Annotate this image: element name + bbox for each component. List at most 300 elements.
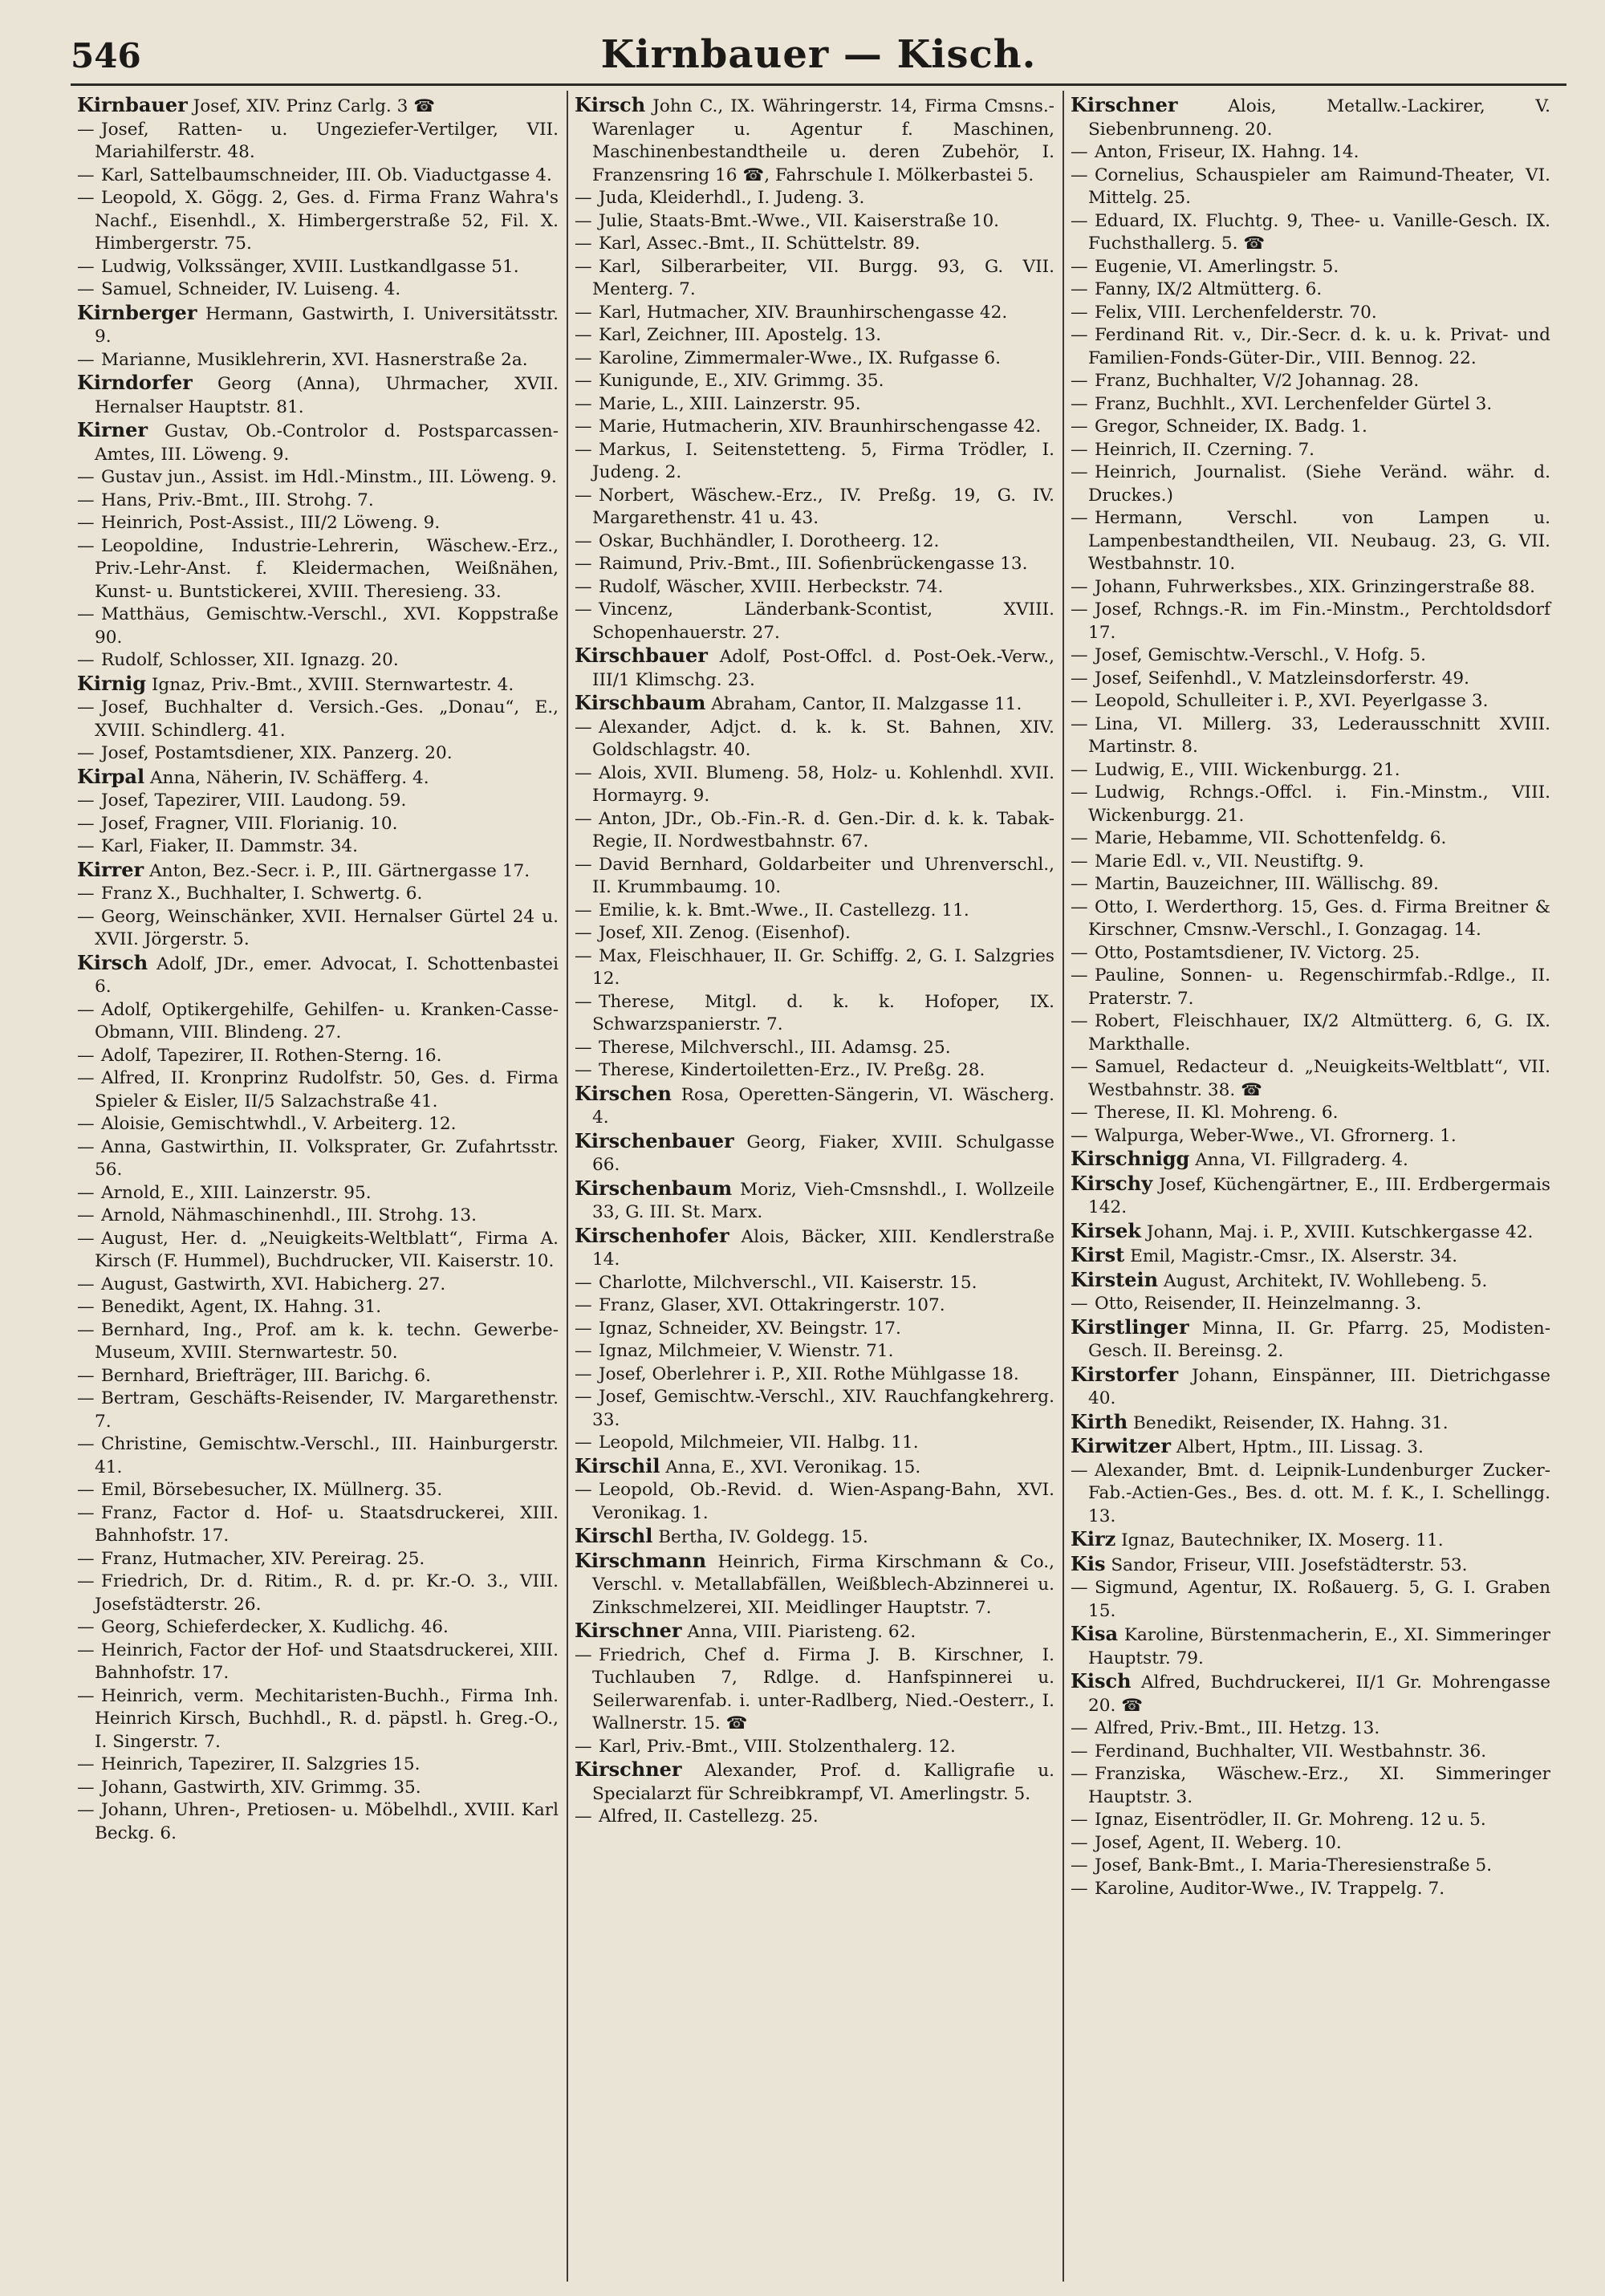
directory-entry bbox=[575, 1479, 1054, 1525]
entry-text: Minna, II. Gr. Pfarrg. 25, Modisten-Gesch. II. Bereinsg. 2. bbox=[1088, 1318, 1550, 1361]
entry-text: Johann, Gastwirth, XIV. Grimmg. 35. bbox=[101, 1777, 421, 1798]
directory-entry bbox=[1071, 1809, 1550, 1832]
entry-text: Leopoldine, Industrie-Lehrerin, Wäschew.-Erz., Priv.-Lehr-Anst. f. Kleidermachen, Weißnähen, Kunst- u. Buntstickerei, XVIII. Theresieng. 33. bbox=[95, 535, 559, 602]
ditto-dash: — bbox=[575, 991, 592, 1012]
directory-entry bbox=[1071, 1878, 1550, 1901]
entry-text: Ferdinand, Buchhalter, VII. Westbahnstr. 36. bbox=[1095, 1741, 1487, 1762]
entry-text: Marie, Hutmacherin, XIV. Braunhirschengasse 42. bbox=[599, 417, 1042, 437]
entry-text: Samuel, Redacteur d. „Neuigkeits-Weltblatt“, VII. Westbahnstr. 38. ☎ bbox=[1088, 1057, 1550, 1100]
directory-entry bbox=[575, 1455, 1054, 1480]
ditto-dash: — bbox=[77, 836, 95, 856]
entry-text: Therese, II. Kl. Mohreng. 6. bbox=[1095, 1103, 1339, 1123]
ditto-dash: — bbox=[1071, 896, 1088, 917]
ditto-dash: — bbox=[1071, 279, 1088, 299]
entry-surname: Kirstlinger bbox=[1071, 1315, 1189, 1339]
entry-text: Josef, XIV. Prinz Carlg. 3 ☎ bbox=[193, 96, 436, 116]
entry-text: Alois, XVII. Blumeng. 58, Holz- u. Kohlenhdl. XVII. Hormayrg. 9. bbox=[592, 762, 1054, 806]
entry-text: Alois, Metallw.-Lackirer, V. Siebenbrunneng. 20. bbox=[1088, 96, 1550, 140]
directory-entry bbox=[1071, 1316, 1550, 1363]
entry-surname: Kirz bbox=[1071, 1527, 1116, 1550]
ditto-dash: — bbox=[77, 884, 95, 904]
entry-text: Max, Fleischhauer, II. Gr. Schiffg. 2, G. I. Salzgries 12. bbox=[592, 945, 1054, 989]
directory-entry bbox=[575, 1037, 1054, 1060]
entry-text: Aloisie, Gemischtwhdl., V. Arbeiterg. 12. bbox=[101, 1114, 457, 1134]
directory-entry bbox=[575, 922, 1054, 945]
entry-text: Hermann, Gastwirth, I. Universitätsstr. 9. bbox=[95, 303, 559, 347]
directory-entry bbox=[575, 1059, 1054, 1083]
directory-entry bbox=[575, 530, 1054, 554]
directory-entry bbox=[77, 490, 559, 513]
directory-entry bbox=[575, 302, 1054, 325]
entry-text: Gustav jun., Assist. im Hdl.-Minstm., III. Löweng. 9. bbox=[101, 467, 557, 487]
directory-entry bbox=[575, 1340, 1054, 1363]
entry-text: Heinrich, verm. Mechitaristen-Buchh., Firma Inh. Heinrich Kirsch, Buchhdl., R. d. päpstl. h. Greg.-O., I. Singerstr. 7. bbox=[95, 1685, 559, 1752]
directory-entry bbox=[1071, 1125, 1550, 1148]
ditto-dash: — bbox=[77, 1754, 95, 1774]
directory-entry bbox=[575, 692, 1054, 717]
directory-entry bbox=[575, 233, 1054, 256]
directory-entry bbox=[1071, 1832, 1550, 1855]
entry-text: Karl, Sattelbaumschneider, III. Ob. Viaductgasse 4. bbox=[101, 165, 552, 185]
entry-surname: Kirschl bbox=[575, 1524, 653, 1547]
ditto-dash: — bbox=[77, 1617, 95, 1637]
directory-entry bbox=[575, 717, 1054, 762]
entry-text: Josef, Gemischtw.-Verschl., XIV. Rauchfangkehrerg. 33. bbox=[592, 1387, 1054, 1430]
directory-entry bbox=[575, 854, 1054, 900]
directory-entry bbox=[77, 1296, 559, 1319]
ditto-dash: — bbox=[77, 906, 95, 927]
entry-text: Marie Edl. v., VII. Neustiftg. 9. bbox=[1095, 851, 1364, 872]
entry-text: Adolf, Tapezirer, II. Rothen-Sterng. 16. bbox=[101, 1045, 442, 1066]
directory-entry bbox=[575, 416, 1054, 439]
entry-text: Alfred, Buchdruckerei, II/1 Gr. Mohrengasse 20. ☎ bbox=[1088, 1672, 1550, 1716]
directory-entry bbox=[1071, 599, 1550, 644]
entry-text: Alfred, II. Kronprinz Rudolfstr. 50, Ges. d. Firma Spieler & Eisler, II/5 Salzachstraße 41. bbox=[95, 1068, 559, 1111]
ditto-dash: — bbox=[77, 1205, 95, 1225]
entry-surname: Kirsek bbox=[1071, 1218, 1142, 1242]
entry-text: Johann, Maj. i. P., XVIII. Kutschkergasse 42. bbox=[1146, 1221, 1534, 1242]
ditto-dash: — bbox=[77, 535, 95, 556]
directory-entry bbox=[77, 1777, 559, 1800]
entry-text: Vincenz, Länderbank-Scontist, XVIII. Schopenhauerstr. 27. bbox=[592, 599, 1054, 643]
ditto-dash: — bbox=[575, 576, 592, 597]
ditto-dash: — bbox=[1071, 371, 1088, 391]
entry-surname: Kirstorfer bbox=[1071, 1362, 1179, 1386]
directory-entry bbox=[1071, 1363, 1550, 1411]
ditto-dash: — bbox=[575, 1806, 592, 1827]
directory-entry bbox=[1071, 461, 1550, 507]
entry-text: Therese, Milchverschl., III. Adamsg. 25. bbox=[599, 1037, 951, 1058]
entry-text: Walpurga, Weber-Wwe., VI. Gfrornerg. 1. bbox=[1095, 1125, 1457, 1146]
entry-text: Karoline, Bürstenmacherin, E., XI. Simmeringer Hauptstr. 79. bbox=[1088, 1625, 1550, 1668]
directory-entry bbox=[575, 439, 1054, 485]
entry-text: Josef, Bank-Bmt., I. Maria-Theresienstraße 5. bbox=[1095, 1855, 1493, 1875]
directory-entry bbox=[1071, 302, 1550, 325]
entry-text: Anton, JDr., Ob.-Fin.-R. d. Gen.-Dir. d. k. k. Tabak-Regie, II. Nordwestbahnstr. 67. bbox=[592, 808, 1054, 851]
ditto-dash: — bbox=[77, 1640, 95, 1660]
directory-entry bbox=[1071, 1244, 1550, 1269]
entry-text: August, Architekt, IV. Wohllebeng. 5. bbox=[1163, 1270, 1488, 1291]
entry-text: Lina, VI. Millerg. 33, Lederausschnitt XVIII. Martinstr. 8. bbox=[1088, 713, 1550, 757]
entry-text: Pauline, Sonnen- u. Regenschirmfab.-Rdlge., II. Praterstr. 7. bbox=[1088, 965, 1550, 1009]
directory-entry bbox=[575, 762, 1054, 808]
entry-text: Gregor, Schneider, IX. Badg. 1. bbox=[1095, 417, 1367, 437]
entry-text: Abraham, Cantor, II. Malzgasse 11. bbox=[711, 694, 1022, 714]
directory-entry bbox=[1071, 1741, 1550, 1764]
ditto-dash: — bbox=[1071, 1764, 1088, 1784]
directory-entry bbox=[1071, 278, 1550, 302]
directory-entry bbox=[1071, 416, 1550, 439]
directory-entry bbox=[77, 1228, 559, 1274]
directory-entry bbox=[1071, 851, 1550, 874]
directory-entry bbox=[77, 1433, 559, 1479]
ditto-dash: — bbox=[1071, 645, 1088, 665]
entry-text: Franz X., Buchhalter, I. Schwertg. 6. bbox=[101, 884, 423, 904]
entry-text: Josef, Fragner, VIII. Florianig. 10. bbox=[101, 813, 398, 834]
directory-entry bbox=[1071, 827, 1550, 851]
entry-text: Kunigunde, E., XIV. Grimmg. 35. bbox=[599, 371, 884, 391]
entry-surname: Kirpal bbox=[77, 764, 145, 788]
entry-surname: Kirstein bbox=[1071, 1267, 1159, 1291]
ditto-dash: — bbox=[77, 1548, 95, 1569]
directory-entry bbox=[575, 187, 1054, 210]
directory-entry bbox=[77, 349, 559, 372]
entry-text: Ignaz, Bautechniker, IX. Moserg. 11. bbox=[1121, 1530, 1444, 1550]
entry-surname: Kirschenbauer bbox=[575, 1128, 734, 1152]
directory-entry bbox=[1071, 713, 1550, 759]
entry-surname: Kirschner bbox=[575, 1619, 682, 1642]
entry-surname: Kirnbauer bbox=[77, 93, 188, 116]
ditto-dash: — bbox=[575, 1432, 592, 1453]
directory-entry bbox=[77, 372, 559, 419]
ditto-dash: — bbox=[77, 1274, 95, 1294]
ditto-dash: — bbox=[77, 490, 95, 510]
directory-entry bbox=[77, 419, 559, 466]
entry-text: Georg, Schieferdecker, X. Kudlichg. 46. bbox=[101, 1617, 449, 1637]
entry-text: Felix, VIII. Lerchenfelderstr. 70. bbox=[1095, 302, 1377, 323]
directory-entry bbox=[575, 1736, 1054, 1759]
directory-entry bbox=[1071, 942, 1550, 965]
ditto-dash: — bbox=[575, 485, 592, 506]
directory-entry bbox=[77, 165, 559, 188]
directory-entry bbox=[77, 742, 559, 766]
ditto-dash: — bbox=[575, 417, 592, 437]
entry-surname: Kirst bbox=[1071, 1243, 1125, 1266]
ditto-dash: — bbox=[77, 1045, 95, 1066]
entry-text: Josef, Buchhalter d. Versich.-Ges. „Donau“, E., XVIII. Schindlerg. 41. bbox=[95, 697, 559, 741]
directory-entry bbox=[77, 790, 559, 813]
directory-entry bbox=[1071, 873, 1550, 896]
directory-entry bbox=[575, 1225, 1054, 1272]
entry-text: Ludwig, Rchngs.-Offcl. i. Fin.-Minstm., VIII. Wickenburgg. 21. bbox=[1088, 782, 1550, 826]
entry-text: Franz, Hutmacher, XIV. Pereirag. 25. bbox=[101, 1548, 425, 1569]
directory-entry bbox=[575, 1318, 1054, 1341]
directory-entry bbox=[575, 1386, 1054, 1432]
directory-entry bbox=[575, 347, 1054, 371]
directory-entry bbox=[77, 512, 559, 535]
directory-entry bbox=[575, 1550, 1054, 1620]
column-1 bbox=[71, 91, 567, 2282]
ditto-dash: — bbox=[575, 900, 592, 920]
directory-entry bbox=[1071, 896, 1550, 942]
directory-entry bbox=[77, 302, 559, 349]
directory-entry bbox=[77, 1640, 559, 1685]
ditto-dash: — bbox=[77, 188, 95, 208]
ditto-dash: — bbox=[77, 1297, 95, 1317]
directory-entry bbox=[575, 900, 1054, 923]
entry-text: Franz, Buchhalter, V/2 Johannag. 28. bbox=[1095, 371, 1420, 391]
ditto-dash: — bbox=[77, 1319, 95, 1340]
directory-entry bbox=[1071, 1763, 1550, 1809]
entry-text: Adolf, Post-Offcl. d. Post-Oek.-Verw., III/1 Klimschg. 23. bbox=[592, 647, 1054, 690]
ditto-dash: — bbox=[1071, 1460, 1088, 1481]
entry-text: Karl, Hutmacher, XIV. Braunhirschengasse 42. bbox=[599, 302, 1008, 323]
directory-entry bbox=[77, 766, 559, 790]
directory-entry bbox=[77, 1182, 559, 1205]
entry-text: Leopold, Schulleiter i. P., XVI. Peyerlgasse 3. bbox=[1095, 691, 1489, 711]
directory-entry bbox=[1071, 759, 1550, 782]
directory-entry bbox=[1071, 1102, 1550, 1125]
entry-text: Ludwig, E., VIII. Wickenburgg. 21. bbox=[1095, 759, 1400, 780]
ditto-dash: — bbox=[1071, 462, 1088, 482]
entry-text: Karl, Silberarbeiter, VII. Burgg. 93, G. VII. Menterg. 7. bbox=[592, 256, 1054, 299]
entry-text: Martin, Bauzeichner, III. Wällischg. 89. bbox=[1095, 874, 1439, 894]
entry-text: Franziska, Wäschew.-Erz., XI. Simmeringer Hauptstr. 3. bbox=[1088, 1764, 1550, 1807]
directory-entry bbox=[77, 999, 559, 1045]
ditto-dash: — bbox=[575, 808, 592, 829]
directory-entry bbox=[1071, 370, 1550, 393]
entry-text: Ignaz, Milchmeier, V. Wienstr. 71. bbox=[599, 1341, 894, 1361]
ditto-dash: — bbox=[575, 1736, 592, 1757]
ditto-dash: — bbox=[77, 279, 95, 299]
entry-text: Rudolf, Wäscher, XVIII. Herbeckstr. 74. bbox=[599, 576, 944, 597]
entry-text: Josef, XII. Zenog. (Eisenhof). bbox=[599, 923, 851, 943]
entry-text: Karoline, Zimmermaler-Wwe., IX. Rufgasse 6. bbox=[599, 347, 1001, 368]
ditto-dash: — bbox=[77, 349, 95, 370]
entry-text: Josef, Rchngs.-R. im Fin.-Minstm., Perchtoldsdorf 17. bbox=[1088, 599, 1550, 643]
ditto-dash: — bbox=[575, 854, 592, 875]
directory-entry bbox=[77, 1319, 559, 1365]
ditto-dash: — bbox=[77, 999, 95, 1020]
ditto-dash: — bbox=[1071, 942, 1088, 963]
ditto-dash: — bbox=[77, 650, 95, 670]
entry-text: David Bernhard, Goldarbeiter und Uhrenverschl., II. Krummbaumg. 10. bbox=[592, 854, 1054, 897]
entry-text: Karoline, Auditor-Wwe., IV. Trappelg. 7. bbox=[1095, 1878, 1445, 1899]
ditto-dash: — bbox=[1071, 439, 1088, 460]
directory-entry bbox=[1071, 1435, 1550, 1460]
directory-entry bbox=[1071, 393, 1550, 417]
entry-text: Josef, Agent, II. Weberg. 10. bbox=[1095, 1832, 1342, 1853]
directory-entry bbox=[77, 1479, 559, 1502]
entry-text: Ignaz, Eisentrödler, II. Gr. Mohreng. 12 u. 5. bbox=[1095, 1810, 1486, 1830]
entry-text: Benedikt, Agent, IX. Hahng. 31. bbox=[101, 1297, 382, 1317]
entry-text: Bernhard, Ing., Prof. am k. k. techn. Gewerbe-Museum, XVIII. Sternwartestr. 50. bbox=[95, 1319, 559, 1363]
ditto-dash: — bbox=[77, 1114, 95, 1134]
directory-entry bbox=[1071, 507, 1550, 576]
ditto-dash: — bbox=[1071, 1011, 1088, 1031]
directory-entry bbox=[1071, 256, 1550, 279]
directory-entry bbox=[575, 945, 1054, 991]
directory-entry bbox=[77, 1502, 559, 1548]
directory-entry bbox=[575, 808, 1054, 854]
directory-entry bbox=[77, 1685, 559, 1754]
entry-text: Johann, Uhren-, Pretiosen- u. Möbelhdl., XVIII. Karl Beckg. 6. bbox=[95, 1800, 559, 1843]
ditto-dash: — bbox=[1071, 1103, 1088, 1123]
ditto-dash: — bbox=[575, 530, 592, 551]
entry-text: Karl, Zeichner, III. Apostelg. 13. bbox=[599, 325, 882, 345]
directory-entry bbox=[575, 1644, 1054, 1736]
directory-entry bbox=[77, 187, 559, 256]
directory-entry bbox=[1071, 1148, 1550, 1172]
entry-text: Ludwig, Volkssänger, XVIII. Lustkandlgasse 51. bbox=[101, 256, 519, 277]
ditto-dash: — bbox=[1071, 1578, 1088, 1598]
entry-text: Charlotte, Milchverschl., VII. Kaiserstr. 15. bbox=[599, 1272, 977, 1293]
directory-entry bbox=[575, 1130, 1054, 1177]
entry-text: Josef, Tapezirer, VIII. Laudong. 59. bbox=[101, 790, 407, 811]
directory-entry bbox=[77, 466, 559, 490]
entry-text: Eugenie, VI. Amerlingstr. 5. bbox=[1095, 256, 1339, 277]
directory-entry bbox=[77, 1205, 559, 1228]
entry-text: August, Her. d. „Neuigkeits-Weltblatt“, Firma A. Kirsch (F. Hummel), Buchdrucker, VII. Kaiserstr. 10. bbox=[95, 1228, 559, 1271]
entry-text: Alexander, Bmt. d. Leipnik-Lundenburger Zucker-Fab.-Actien-Ges., Bes. d. ott. M. f. K., I. Schellingg. 13. bbox=[1088, 1460, 1550, 1526]
entry-text: Moriz, Vieh-Cmsnshdl., I. Wollzeile 33, G. III. St. Marx. bbox=[592, 1179, 1054, 1222]
directory-entry bbox=[77, 697, 559, 742]
entry-surname: Kirndorfer bbox=[77, 371, 193, 394]
directory-entry bbox=[575, 370, 1054, 393]
entry-text: Josef, Oberlehrer i. P., XII. Rothe Mühlgasse 18. bbox=[599, 1363, 1019, 1384]
directory-columns bbox=[71, 91, 1566, 2282]
entry-text: Benedikt, Reisender, IX. Hahng. 31. bbox=[1133, 1412, 1449, 1433]
entry-surname: Kirsch bbox=[77, 950, 148, 974]
directory-entry bbox=[1071, 141, 1550, 165]
directory-entry bbox=[575, 393, 1054, 417]
directory-entry bbox=[1071, 1460, 1550, 1529]
directory-entry bbox=[1071, 1056, 1550, 1102]
entry-text: Fanny, IX/2 Altmütterg. 6. bbox=[1095, 279, 1323, 299]
ditto-dash: — bbox=[1071, 1294, 1088, 1314]
directory-entry bbox=[77, 1616, 559, 1640]
ditto-dash: — bbox=[575, 393, 592, 414]
entry-text: Heinrich, Firma Kirschmann & Co., Verschl. v. Metallabfällen, Weißblech-Abzinnerei u. Zinkschmelzerei, XII. Meidlinger Hauptstr. 7. bbox=[592, 1551, 1054, 1618]
directory-entry bbox=[575, 94, 1054, 187]
entry-text: Heinrich, Factor der Hof- und Staatsdruckerei, XIII. Bahnhofstr. 17. bbox=[95, 1640, 559, 1683]
entry-text: Gustav, Ob.-Controlor d. Postsparcassen-Amtes, III. Löweng. 9. bbox=[95, 421, 559, 465]
ditto-dash: — bbox=[77, 1800, 95, 1820]
ditto-dash: — bbox=[77, 1685, 95, 1706]
entry-text: Emil, Magistr.-Cmsr., IX. Alserstr. 34. bbox=[1130, 1246, 1458, 1266]
page-header bbox=[71, 32, 1566, 86]
entry-text: Ignaz, Schneider, XV. Beingstr. 17. bbox=[599, 1318, 901, 1339]
entry-text: Friedrich, Dr. d. Ritim., R. d. pr. Kr.-O. 3., VIII. Josefstädterstr. 26. bbox=[95, 1571, 559, 1615]
directory-entry bbox=[575, 1294, 1054, 1318]
column-3 bbox=[1063, 91, 1558, 2282]
directory-entry bbox=[77, 94, 559, 119]
ditto-dash: — bbox=[1071, 165, 1088, 185]
directory-entry bbox=[1071, 576, 1550, 599]
ditto-dash: — bbox=[77, 1068, 95, 1088]
entry-surname: Kirth bbox=[1071, 1409, 1128, 1433]
entry-text: Therese, Kindertoiletten-Erz., IV. Preßg. 28. bbox=[599, 1060, 985, 1080]
entry-text: Heinrich, Post-Assist., III/2 Löweng. 9. bbox=[101, 513, 441, 533]
ditto-dash: — bbox=[1071, 142, 1088, 162]
entry-text: Alfred, II. Castellezg. 25. bbox=[599, 1806, 819, 1827]
ditto-dash: — bbox=[1071, 302, 1088, 323]
entry-surname: Kirschenbaum bbox=[575, 1176, 733, 1200]
directory-entry bbox=[575, 1619, 1054, 1644]
ditto-dash: — bbox=[1071, 599, 1088, 620]
entry-surname: Kirwitzer bbox=[1071, 1434, 1172, 1457]
ditto-dash: — bbox=[575, 1318, 592, 1339]
entry-text: Markus, I. Seitenstetteng. 5, Firma Trödler, I. Judeng. 2. bbox=[592, 439, 1054, 482]
entry-surname: Kisa bbox=[1071, 1622, 1119, 1645]
entry-text: Heinrich, Tapezirer, II. Salzgries 15. bbox=[101, 1754, 421, 1774]
entry-text: Hermann, Verschl. von Lampen u. Lampenbestandtheilen, VII. Neubaug. 23, G. VII. Westbahnstr. 10. bbox=[1088, 508, 1550, 574]
entry-text: Marie, Hebamme, VII. Schottenfeldg. 6. bbox=[1095, 828, 1447, 848]
directory-entry bbox=[575, 1758, 1054, 1806]
ditto-dash: — bbox=[1071, 325, 1088, 345]
entry-text: Rosa, Operetten-Sängerin, VI. Wäscherg. 4. bbox=[592, 1084, 1054, 1128]
directory-entry bbox=[575, 599, 1054, 644]
directory-entry bbox=[77, 1388, 559, 1433]
ditto-dash: — bbox=[1071, 1878, 1088, 1899]
entry-text: Anna, VI. Fillgraderg. 4. bbox=[1195, 1150, 1408, 1170]
entry-surname: Kirschbauer bbox=[575, 644, 708, 667]
ditto-dash: — bbox=[575, 1037, 592, 1058]
ditto-dash: — bbox=[1071, 576, 1088, 597]
entry-text: Franz, Factor d. Hof- u. Staatsdruckerei, XIII. Bahnhofstr. 17. bbox=[95, 1502, 559, 1546]
ditto-dash: — bbox=[575, 234, 592, 254]
ditto-dash: — bbox=[77, 743, 95, 763]
entry-text: Marie, L., XIII. Lainzerstr. 95. bbox=[599, 393, 861, 414]
directory-entry bbox=[77, 1136, 559, 1182]
directory-entry bbox=[1071, 1670, 1550, 1717]
entry-text: Marianne, Musiklehrerin, XVI. Hasnerstraße 2a. bbox=[101, 349, 528, 370]
ditto-dash: — bbox=[77, 1228, 95, 1249]
directory-entry bbox=[575, 1432, 1054, 1455]
directory-entry bbox=[575, 210, 1054, 234]
directory-entry bbox=[575, 256, 1054, 302]
entry-surname: Kis bbox=[1071, 1551, 1106, 1575]
entry-surname: Kirrer bbox=[77, 857, 144, 881]
entry-surname: Kirnberger bbox=[77, 300, 197, 324]
entry-text: August, Gastwirth, XVI. Habicherg. 27. bbox=[101, 1274, 446, 1294]
entry-text: Emil, Börsebesucher, IX. Müllnerg. 35. bbox=[101, 1480, 443, 1500]
directory-entry bbox=[77, 952, 559, 999]
entry-text: Raimund, Priv.-Bmt., III. Sofienbrückengasse 13. bbox=[599, 554, 1028, 574]
directory-entry bbox=[77, 1365, 559, 1388]
entry-text: Ferdinand Rit. v., Dir.-Secr. d. k. u. k. Privat- und Familien-Fonds-Güter-Dir., VIII. Bennog. 22. bbox=[1088, 325, 1550, 368]
entry-text: Anton, Bez.-Secr. i. P., III. Gärtnergasse 17. bbox=[149, 860, 530, 881]
ditto-dash: — bbox=[575, 1363, 592, 1384]
entry-text: Therese, Mitgl. d. k. k. Hofoper, IX. Schwarzspanierstr. 7. bbox=[592, 991, 1054, 1034]
ditto-dash: — bbox=[1071, 668, 1088, 689]
entry-text: Josef, Ratten- u. Ungeziefer-Vertilger, VII. Mariahilferstr. 48. bbox=[95, 119, 559, 162]
entry-surname: Kirschy bbox=[1071, 1171, 1153, 1195]
ditto-dash: — bbox=[1071, 828, 1088, 848]
page-number: 546 bbox=[71, 36, 141, 75]
ditto-dash: — bbox=[1071, 691, 1088, 711]
directory-entry bbox=[1071, 1717, 1550, 1741]
ditto-dash: — bbox=[1071, 1057, 1088, 1077]
ditto-dash: — bbox=[77, 1571, 95, 1591]
entry-text: Georg, Fiaker, XVIII. Schulgasse 66. bbox=[592, 1132, 1054, 1175]
entry-text: Norbert, Wäschew.-Erz., IV. Preßg. 19, G. IV. Margarethenstr. 41 u. 43. bbox=[592, 485, 1054, 528]
ditto-dash: — bbox=[575, 762, 592, 783]
ditto-dash: — bbox=[575, 1387, 592, 1407]
ditto-dash: — bbox=[77, 119, 95, 140]
entry-surname: Kirsch bbox=[575, 93, 646, 116]
entry-text: Bertram, Geschäfts-Reisender, IV. Margarethenstr. 7. bbox=[95, 1388, 559, 1432]
